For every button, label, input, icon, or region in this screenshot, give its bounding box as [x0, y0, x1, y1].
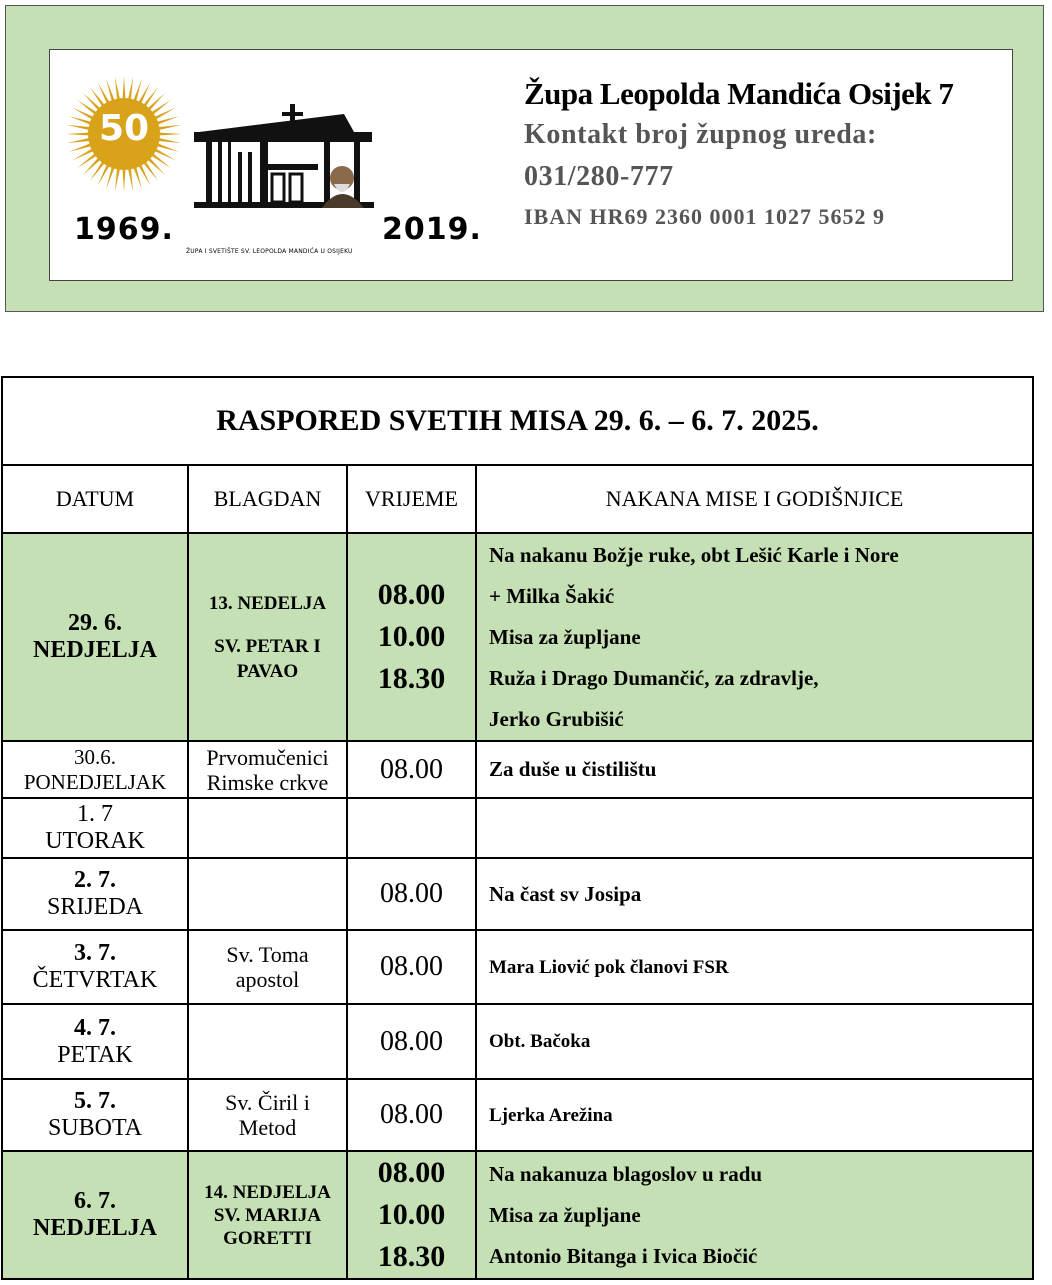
day-name: SRIJEDA	[46, 894, 143, 920]
anniversary-logo	[64, 74, 494, 264]
church-icon	[194, 104, 394, 234]
date-cell	[2, 533, 188, 741]
date: 4. 7.	[74, 1014, 116, 1041]
intention: Ruža i Drago Dumančić, za zdravlje,	[489, 665, 819, 690]
date-cell	[2, 858, 188, 930]
intention-cell	[476, 533, 1033, 741]
intention: Misa za župljane	[489, 1202, 641, 1227]
feast-cell	[188, 533, 347, 741]
date-cell	[2, 930, 188, 1004]
time-cell: 08.00	[347, 1004, 476, 1079]
intention: Na nakanu Božje ruke, obt Lešić Karle i Nore	[489, 542, 899, 567]
intention: Obt. Bačoka	[489, 1031, 591, 1052]
date: 30.6.	[74, 744, 116, 769]
feast-line: SV. PETAR I PAVAO	[214, 635, 321, 682]
feast-line: Prvomučenici	[206, 744, 329, 770]
time-cell: 08.00	[347, 1079, 476, 1151]
anniversary-number: 50	[98, 108, 150, 149]
mass-time: 08.00	[377, 1156, 446, 1189]
feast-cell	[188, 930, 347, 1004]
day-name: NEDJELJA	[32, 1215, 158, 1241]
feast-line: Rimske crkve	[206, 769, 329, 795]
day-name: PONEDJELJAK	[23, 769, 167, 794]
feast-line: 14. NEDJELJA	[204, 1181, 331, 1203]
iban: IBAN HR69 2360 0001 1027 5652 9	[524, 204, 886, 229]
table-row	[2, 930, 1033, 1004]
intention-cell	[476, 858, 1033, 930]
intention: Misa za župljane	[489, 624, 641, 649]
date-cell	[2, 1004, 188, 1079]
year-start: 1969.	[74, 212, 174, 247]
feast-line: Sv. Čiril i	[225, 1090, 310, 1115]
intention-cell	[476, 1151, 1033, 1279]
date: 6. 7.	[74, 1188, 116, 1214]
mass-time: 08.00	[377, 578, 446, 611]
column-header-intention: NAKANA MISE I GODIŠNJICE	[476, 465, 1033, 533]
parish-info	[524, 74, 1004, 230]
intention: Na čast sv Josipa	[489, 881, 642, 906]
table-row	[2, 1079, 1033, 1151]
intention: Na nakanuza blagoslov u radu	[489, 1161, 763, 1186]
day-name: ČETVRTAK	[32, 967, 158, 993]
parish-name: Župa Leopolda Mandića Osijek 7	[524, 76, 954, 111]
time-cell: 08.00	[347, 858, 476, 930]
feast-cell	[188, 1004, 347, 1079]
intention: Ljerka Arežina	[489, 1104, 613, 1126]
mass-time: 10.00	[377, 620, 446, 653]
intention: Za duše u čistilištu	[489, 757, 657, 781]
mass-time: 10.00	[377, 1198, 446, 1231]
column-header-time: VRIJEME	[347, 465, 476, 533]
time-cell: 08.00	[347, 741, 476, 798]
mass-time: 18.30	[377, 1240, 446, 1273]
feast-line: apostol	[235, 967, 300, 992]
table-row	[2, 1151, 1033, 1279]
time-cell: 08.00	[347, 930, 476, 1004]
time-cell	[347, 533, 476, 741]
date-cell	[2, 741, 188, 798]
feast-line: Metod	[238, 1115, 297, 1140]
intention-cell	[476, 1004, 1033, 1079]
date: 1. 7	[77, 801, 113, 827]
time-cell	[347, 798, 476, 858]
day-name: PETAK	[57, 1041, 133, 1068]
table-row	[2, 741, 1033, 798]
contact-phone: 031/280-777	[524, 161, 674, 192]
intention: Jerko Grubišić	[489, 706, 624, 731]
intention: + Milka Šakić	[489, 583, 615, 608]
feast-cell	[188, 1079, 347, 1151]
table-row	[2, 798, 1033, 858]
day-name: NEDJELJA	[32, 637, 158, 663]
table-row	[2, 533, 1033, 741]
column-header-feast: BLAGDAN	[188, 465, 347, 533]
year-end: 2019.	[382, 212, 482, 247]
intention-cell	[476, 930, 1033, 1004]
date-cell	[2, 798, 188, 858]
mass-schedule-table	[1, 376, 1034, 1280]
feast-line: GORETTI	[223, 1227, 312, 1249]
contact-label: Kontakt broj župnog ureda:	[524, 119, 877, 150]
feast-cell	[188, 858, 347, 930]
intention-cell	[476, 798, 1033, 858]
day-name: SUBOTA	[47, 1115, 143, 1141]
column-header-date: DATUM	[2, 465, 188, 533]
intention-cell	[476, 741, 1033, 798]
feast-cell	[188, 741, 347, 798]
feast-cell	[188, 798, 347, 858]
date: 29. 6.	[68, 610, 122, 636]
date-cell	[2, 1151, 188, 1279]
feast-line: 13. NEDELJA	[208, 592, 327, 614]
sun-emblem-icon	[64, 74, 184, 194]
table-row	[2, 858, 1033, 930]
intention: Mara Liović pok članovi FSR	[489, 956, 729, 978]
feast-line: Sv. Toma	[226, 942, 309, 967]
time-cell	[347, 1151, 476, 1279]
date: 3. 7.	[74, 940, 116, 966]
header-band	[5, 5, 1044, 312]
day-name: UTORAK	[45, 828, 145, 854]
table-row	[2, 1004, 1033, 1079]
intention: Antonio Bitanga i Ivica Biočić	[489, 1243, 758, 1268]
date: 2. 7.	[74, 867, 116, 893]
feast-line: SV. MARIJA	[213, 1204, 322, 1226]
feast-cell	[188, 1151, 347, 1279]
column-header-row	[2, 465, 1033, 533]
header-card	[49, 49, 1013, 281]
date: 5. 7.	[74, 1088, 116, 1114]
intention-cell	[476, 1079, 1033, 1151]
mass-time: 18.30	[377, 662, 446, 695]
date-cell	[2, 1079, 188, 1151]
schedule-title: RASPORED SVETIH MISA 29. 6. – 6. 7. 2025.	[2, 377, 1033, 465]
logo-caption: ŽUPA I SVETIŠTE SV. LEOPOLDA MANDIĆA U OSIJEKU	[186, 248, 353, 255]
